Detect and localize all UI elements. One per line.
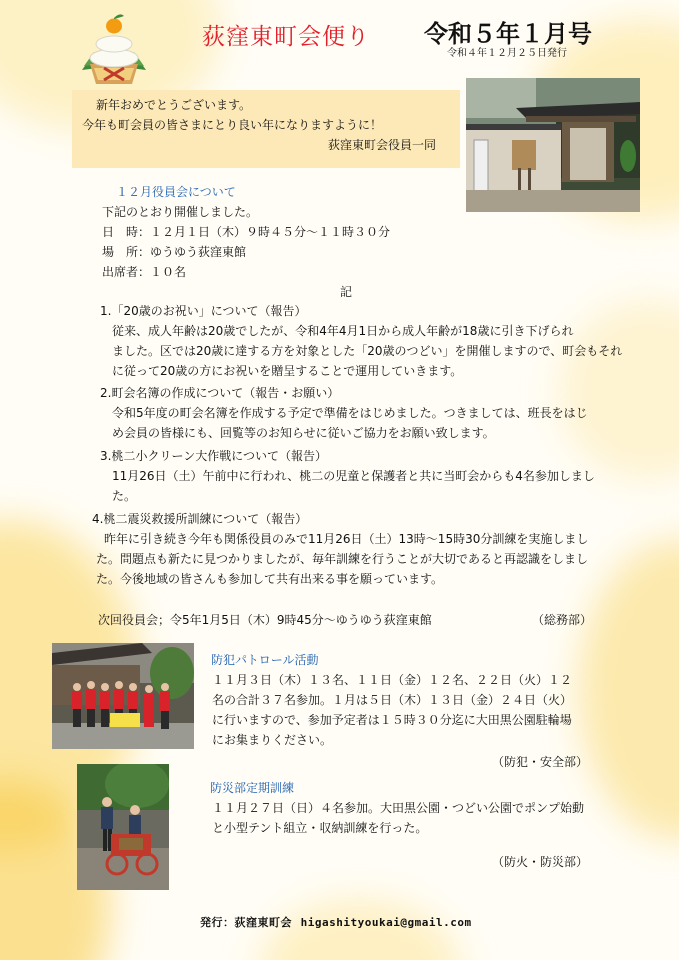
- patrol-text: にお集まりください。: [212, 733, 333, 747]
- department-label: （防犯・安全部）: [492, 755, 589, 769]
- agenda-item-heading: 3.桃二小クリーン大作戦について（報告）: [100, 449, 327, 463]
- footer: [200, 914, 472, 930]
- greeting-line: 今年も町会員の皆さまにとり良い年になりますように！: [82, 118, 383, 132]
- patrol-text: に行いますので、参加予定者は１５時３０分迄に大田黒公園駐輪場: [212, 713, 572, 727]
- drill-section-title: 防災部定期訓練: [210, 781, 295, 795]
- meeting-attendees: 出席者：１０名: [102, 265, 187, 279]
- new-year-greeting-box: [72, 90, 460, 168]
- publisher: 発行：荻窪東町会: [200, 916, 292, 929]
- agenda-item-text: ました。区では20歳に達する方を対象とした「20歳のつどい」を開催しますので、町会もそれ: [112, 344, 623, 358]
- agenda-item-text: 従来、成人年齢は20歳でしたが、令和4年4月1日から成人年齢が18歳に引き下げられ: [112, 324, 574, 338]
- drill-text: と小型テント組立・収納訓練を行った。: [212, 821, 428, 835]
- agenda-item-heading: 4.桃二震災救援所訓練について（報告）: [92, 512, 308, 526]
- agenda-item-heading: 1.「20歳のお祝い」について（報告）: [100, 304, 307, 318]
- patrol-text: 名の合計３７名参加。１月は５日（木）１３日（金）２４日（火）: [212, 693, 573, 707]
- issued-date: 令和４年１２月２５日発行: [447, 48, 567, 59]
- meeting-intro: 下記のとおり開催しました。: [102, 205, 259, 219]
- agenda-item-text: 令和5年度の町会名簿を作成する予定で準備をはじめました。つきましては、班長をはじ: [112, 406, 588, 420]
- patrol-text: １１月３日（木）１３名、１１日（金）１２名、２２日（火）１２: [212, 673, 573, 687]
- greeting-line: 新年おめでとうございます。: [96, 98, 252, 112]
- department-label: （防火・防災部）: [492, 855, 589, 869]
- agenda-item-text: た。: [112, 489, 137, 503]
- kagami-mochi-icon: [78, 8, 150, 88]
- agenda-item-text: た。今後地域の皆さんも参加して共有出来る事を願っています。: [96, 572, 444, 586]
- agenda-item-heading: 2.町会名簿の作成について（報告・お願い）: [100, 386, 340, 400]
- disaster-drill-pump-photo: [77, 764, 169, 890]
- meeting-datetime: 日 時：１２月１日（木）９時４５分～１１時３０分: [102, 225, 391, 239]
- agenda-item-text: め会員の皆様にも、回覧等のお知らせに従いご協力をお願い致します。: [112, 426, 495, 440]
- patrol-section-title: 防犯パトロール活動: [211, 653, 319, 667]
- next-meeting-info: 次回役員会；令5年1月5日（木）9時45分～ゆうゆう荻窪東館: [98, 613, 432, 627]
- greeting-signature: 荻窪東町会役員一同: [327, 138, 436, 152]
- otaguro-park-gate-photo: [466, 78, 640, 212]
- ki-mark: 記: [340, 285, 353, 299]
- agenda-item-text: に従って20歳の方にお祝いを贈呈することで運用していきます。: [112, 364, 463, 378]
- agenda-item-text: 昨年に引き続き今年も関係役員のみで11月26日（土）13時～15時30分訓練を実施しまし: [104, 532, 589, 546]
- meeting-section-title: １２月役員会について: [116, 185, 236, 199]
- crime-prevention-patrol-photo: [52, 643, 194, 749]
- newsletter-title: 荻窪東町会便り: [202, 24, 370, 50]
- meeting-place: 場 所：ゆうゆう荻窪東館: [102, 245, 247, 259]
- drill-text: １１月２７日（日）４名参加。大田黒公園・つどい公園でポンプ始動: [212, 801, 585, 815]
- contact-email: higashityoukai@gmail.com: [300, 916, 472, 929]
- agenda-item-text: た。問題点も新たに見つかりましたが、毎年訓練を行うことが大切であると再認識をしまし: [96, 552, 589, 566]
- department-label: （総務部）: [532, 613, 593, 627]
- issue-number: 令和５年１月号: [424, 20, 592, 48]
- agenda-item-text: 11月26日（土）午前中に行われ、桃二の児童と保護者と共に当町会からも4名参加しまし: [112, 469, 595, 483]
